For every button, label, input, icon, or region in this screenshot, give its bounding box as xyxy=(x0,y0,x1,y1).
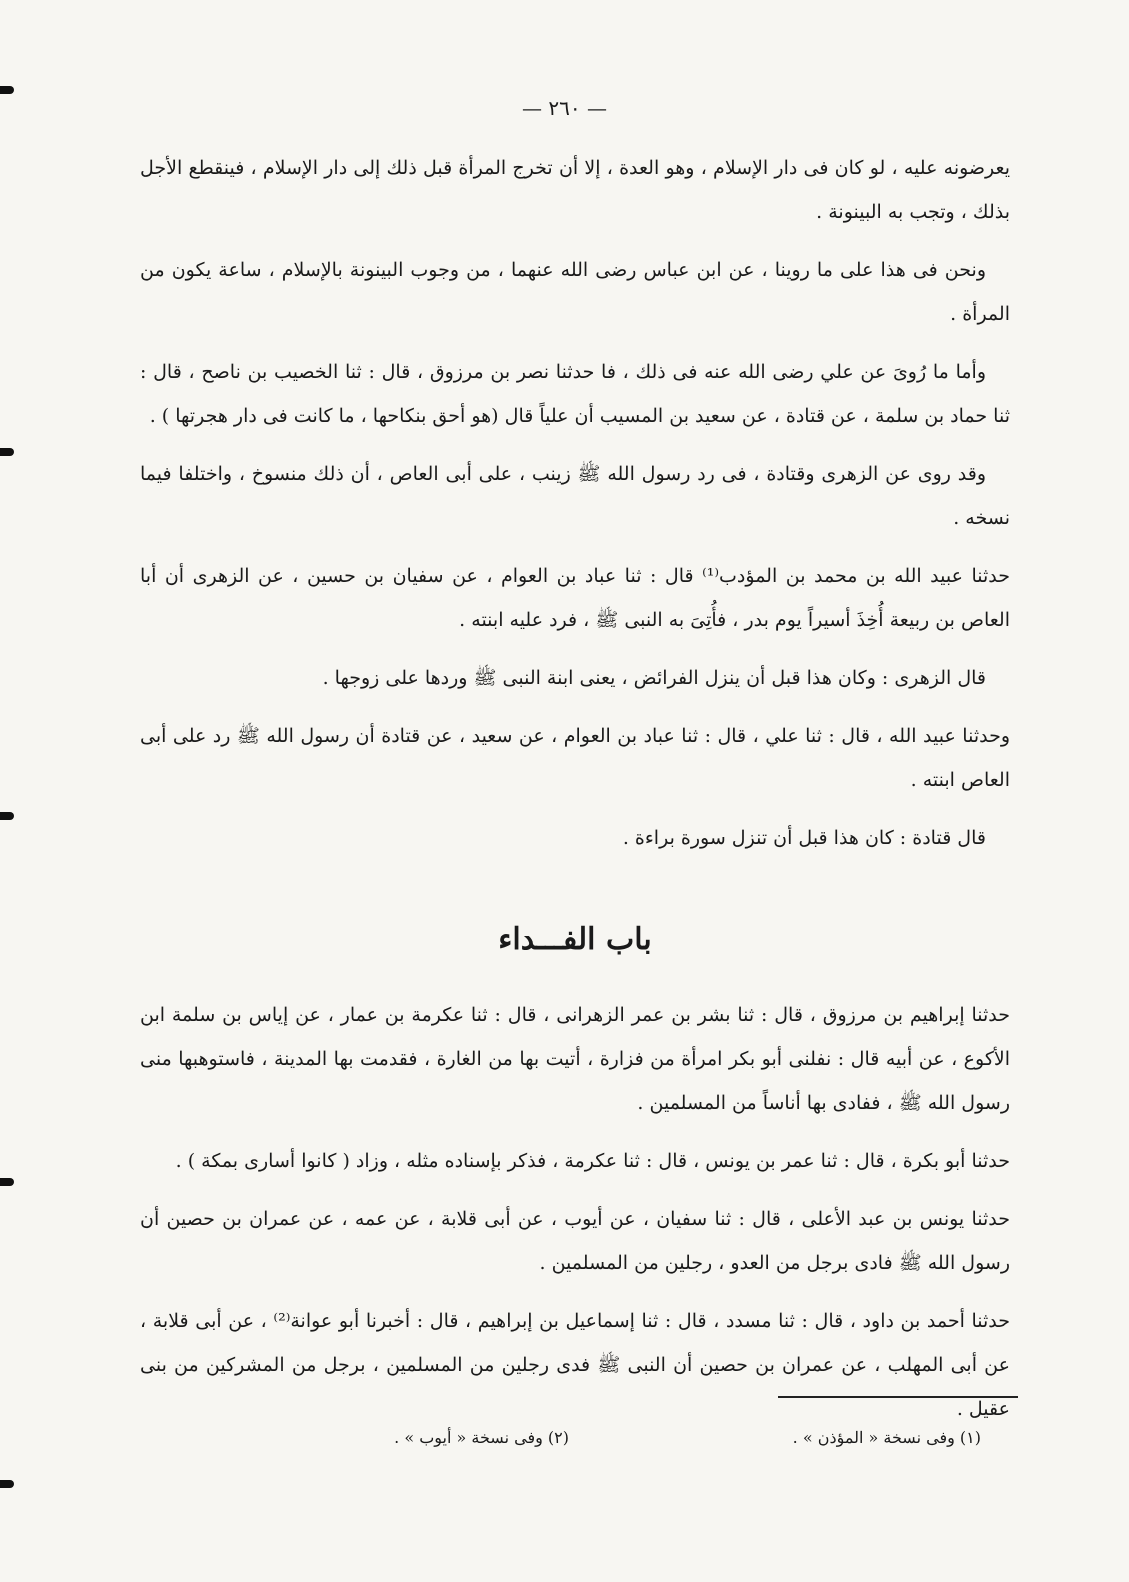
scan-edge-mark xyxy=(0,812,14,820)
footnote-2: (٢) وفى نسخة « أيوب » . xyxy=(394,1428,569,1447)
footnote-1: (١) وفى نسخة « المؤذن » . xyxy=(792,1428,981,1447)
paragraph: حدثنا إبراهيم بن مرزوق ، قال : ثنا بشر بن عمر الزهرانى ، قال : ثنا عكرمة بن عمار ، عن إياس بن سلمة ابن الأكوع ، عن أبيه قال : نفلنى أبو بكر امرأة من فزارة ، أتيت بها من الغارة ، فقدمت بها المدينة ، فاستوهبها منى رسول الله ﷺ ، ففادى بها أناساً من المسلمين . xyxy=(140,1004,1010,1114)
scan-edge-mark xyxy=(0,448,14,456)
paragraph: حدثنا يونس بن عبد الأعلى ، قال : ثنا سفيان ، عن أيوب ، عن أبى قلابة ، عن عمه ، عن عمران بن حصين أن رسول الله ﷺ فادى برجل من العدو ، رجلين من المسلمين . xyxy=(140,1208,1010,1274)
paragraph: حدثنا أحمد بن داود ، قال : ثنا مسدد ، قال : ثنا إسماعيل بن إبراهيم ، قال : أخبرنا أبو عوانة⁽²⁾ ، عن أبى قلابة ، عن أبى المهلب ، عن عمران بن حصين أن النبى ﷺ فدى رجلين من المسلمين ، برجل من المشركين من بنى عقيل . xyxy=(140,1310,1011,1420)
paragraph: قال قتادة : كان هذا قبل أن تنزل سورة براءة . xyxy=(622,827,986,849)
main-text xyxy=(140,146,1010,1445)
page-number: — ٢٦٠ — xyxy=(522,96,607,120)
paragraph: حدثنا عبيد الله بن محمد بن المؤدب⁽¹⁾ قال : ثنا عباد بن العوام ، عن سفيان بن حسين ، عن الزهرى أن أبا العاص بن ربيعة أُخِذَ أسيراً يوم بدر ، فأُتِىَ به النبى ﷺ ، فرد عليه ابنته . xyxy=(140,565,1010,631)
paragraph: يعرضونه عليه ، لو كان فى دار الإسلام ، وهو العدة ، إلا أن تخرج المرأة قبل ذلك إلى دار الإسلام ، فينقطع الأجل بذلك ، وتجب به البينونة . xyxy=(140,157,1010,223)
paragraph: وقد روى عن الزهرى وقتادة ، فى رد رسول الله ﷺ زينب ، على أبى العاص ، أن ذلك منسوخ ، واختلفا فيما نسخه . xyxy=(140,463,1010,529)
paragraph: وحدثنا عبيد الله ، قال : ثنا علي ، قال : ثنا عباد بن العوام ، عن سعيد ، عن قتادة أن رسول الله ﷺ رد على أبى العاص ابنته . xyxy=(140,725,1010,791)
scan-edge-mark xyxy=(0,86,14,94)
paragraph: ونحن فى هذا على ما روينا ، عن ابن عباس رضى الله عنهما ، من وجوب البينونة بالإسلام ، ساعة يكون من المرأة . xyxy=(140,259,1010,325)
scan-edge-mark xyxy=(0,1178,14,1186)
section-title: باب الفـــداء xyxy=(498,922,652,957)
paragraph: قال الزهرى : وكان هذا قبل أن ينزل الفرائض ، يعنى ابنة النبى ﷺ وردها على زوجها . xyxy=(322,667,986,689)
paragraph: وأما ما رُوىَ عن علي رضى الله عنه فى ذلك ، فا حدثنا نصر بن مرزوق ، قال : ثنا الخصيب بن ناصح ، قال : ثنا حماد بن سلمة ، عن قتادة ، عن سعيد بن المسيب أن علياً قال (هو أحق بنكاحها ، ما كانت فى دار هجرتها ) . xyxy=(140,361,1010,427)
paragraph: حدثنا أبو بكرة ، قال : ثنا عمر بن يونس ، قال : ثنا عكرمة ، فذكر بإسناده مثله ، وزاد ( كانوا أسارى بمكة ) . xyxy=(175,1150,1010,1172)
footnote-divider xyxy=(778,1396,1018,1398)
scan-edge-mark xyxy=(0,1480,14,1488)
